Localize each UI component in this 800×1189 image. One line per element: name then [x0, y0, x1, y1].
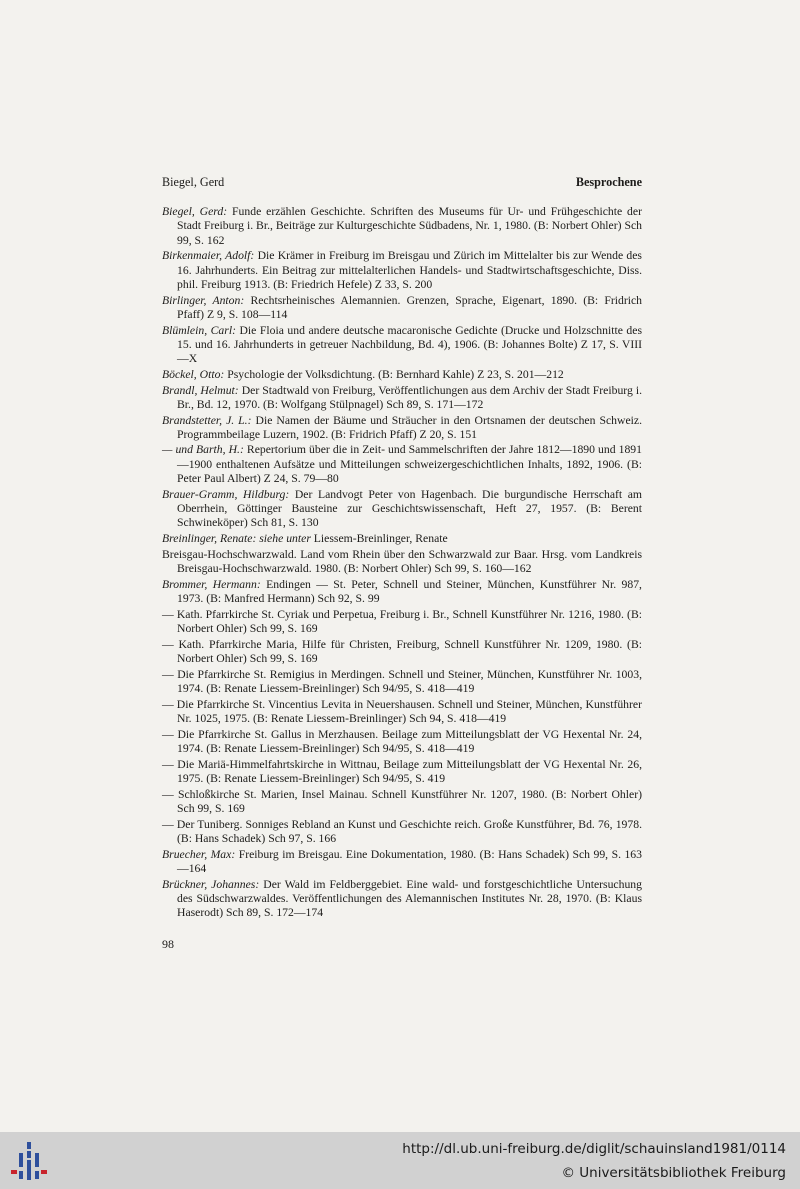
entry-text: — Kath. Pfarrkirche St. Cyriak und Perpetua, Freiburg i. Br., Schnell Kunstführer Nr. 1216, 1980. (B: Norbert Ohler) Sch 99, S. 169: [162, 607, 642, 635]
entry-author: Blümlein, Carl:: [162, 323, 236, 337]
entry-text: Rechtsrheinisches Alemannien. Grenzen, Sprache, Eigenart, 1890. (B: Fridrich Pfaff) Z 9, S. 108—114: [177, 293, 642, 321]
ub-freiburg-logo-icon: [10, 1140, 50, 1182]
bibliography-entry: [162, 384, 642, 413]
entry-text: Freiburg im Breisgau. Eine Dokumentation, 1980. (B: Hans Schadek) Sch 99, S. 163—164: [177, 847, 642, 875]
bibliography-entry: [162, 532, 642, 546]
bibliography-entry: [162, 878, 642, 921]
bibliography-entry: [162, 788, 642, 817]
entry-author: Birlinger, Anton:: [162, 293, 245, 307]
entry-text: — Die Pfarrkirche St. Gallus in Merzhausen. Beilage zum Mitteilungsblatt der VG Hexental Nr. 24, 1974. (B: Renate Liessem-Breinlinger) Sch 94/95, S. 418—419: [162, 727, 642, 755]
entry-text: Die Namen der Bäume und Sträucher in den Ortsnamen der deutschen Schweiz. Programmbeilage Luzern, 1902. (B: Fridrich Pfaff) Z 20, S. 151: [177, 413, 642, 441]
bibliography-entry: [162, 668, 642, 697]
entry-author: Biegel, Gerd:: [162, 205, 228, 218]
bibliography-entry: [162, 368, 642, 382]
source-url-link[interactable]: http://dl.ub.uni-freiburg.de/diglit/schauinsland1981/0114: [402, 1141, 786, 1157]
entry-author: Breinlinger, Renate: siehe unter: [162, 532, 311, 546]
bibliography-entry: [162, 488, 642, 531]
bibliography-entry: [162, 443, 642, 486]
entry-author: Brommer, Hermann:: [162, 577, 261, 591]
entry-author: Böckel, Otto:: [162, 367, 225, 381]
entry-text: — Die Pfarrkirche St. Vincentius Levita in Neuershausen. Schnell und Steiner, München, Kunstführer Nr. 1025, 1975. (B: Renate Liessem-Breinlinger) Sch 94, S. 418—419: [162, 697, 642, 725]
entry-text: — Die Mariä-Himmelfahrtskirche in Wittnau, Beilage zum Mitteilungsblatt der VG Hexental Nr. 26, 1975. (B: Renate Liessem-Breinlinger) Sch 94/95, S. 419: [162, 757, 642, 785]
entry-text: Funde erzählen Geschichte. Schriften des Museums für Ur- und Frühgeschichte der Stadt Freiburg i. Br., Beiträge zur Kulturgeschichte Südbadens, Nr. 1, 1980. (B: Norbert Ohler) Sch 99, S. 162: [177, 205, 642, 247]
entry-text: — Kath. Pfarrkirche Maria, Hilfe für Christen, Freiburg, Schnell Kunstführer Nr. 1209, 1980. (B: Norbert Ohler) Sch 99, S. 169: [162, 637, 642, 665]
page-number: 98: [162, 937, 174, 951]
entry-text: Endingen — St. Peter, Schnell und Steiner, München, Kunstführer Nr. 987, 1973. (B: Manfred Hermann) Sch 92, S. 99: [177, 577, 642, 606]
bibliography-entry: [162, 578, 642, 607]
entry-text: Der Wald im Feldberggebiet. Eine wald- und forstgeschichtliche Untersuchung des Südschwarzwaldes. Veröffentlichungen des Alemannischen Institutes Nr. 28, 1970. (B: Klaus Haserodt) Sch 89, S. 172—174: [177, 877, 642, 920]
running-head-right: Besprochene: [575, 175, 642, 189]
entry-author: Brandl, Helmut:: [162, 383, 239, 397]
bibliography-entry: [162, 324, 642, 367]
copyright-notice: © Universitätsbibliothek Freiburg: [561, 1165, 786, 1181]
entry-author: — und Barth, H.:: [162, 443, 244, 457]
bibliography-entry: [162, 294, 642, 323]
entry-author: Brandstetter, J. L.:: [162, 413, 252, 427]
bibliography-entry: [162, 548, 642, 577]
bibliography-entry: [162, 728, 642, 757]
bibliography-list: [162, 205, 642, 922]
entry-text: — Die Pfarrkirche St. Remigius in Merdingen. Schnell und Steiner, München, Kunstführer Nr. 1003, 1974. (B: Renate Liessem-Breinlinger) Sch 94/95, S. 418—419: [162, 667, 642, 695]
bibliography-entry: [162, 758, 642, 787]
bibliography-entry: [162, 848, 642, 877]
entry-text: Die Floia und andere deutsche macaronische Gedichte (Drucke und Holzschnitte des 15. und 16. Jahrhunderts in getreuer Nachbildung, Bd. 4), 1906. (B: Johannes Bolte) Z 17, S. VIII—X: [177, 323, 642, 366]
entry-text: Liessem-Breinlinger, Renate: [310, 532, 448, 546]
entry-text: Psychologie der Volksdichtung. (B: Bernhard Kahle) Z 23, S. 201—212: [224, 367, 564, 381]
viewer-footer: [0, 1132, 800, 1189]
bibliography-entry: [162, 414, 642, 443]
bibliography-entry: [162, 698, 642, 727]
running-head: [162, 175, 642, 191]
entry-text: — Der Tuniberg. Sonniges Rebland an Kunst und Geschichte reich. Große Kunstführer, Bd. 76, 1978. (B: Hans Schadek) Sch 97, S. 166: [162, 817, 642, 845]
bibliography-entry: [162, 205, 642, 248]
entry-author: Brauer-Gramm, Hildburg:: [162, 487, 290, 501]
entry-text: Die Krämer in Freiburg im Breisgau und Zürich im Mittelalter bis zur Wende des 16. Jahrhunderts. Ein Beitrag zur mittelalterlichen Handels- und Stadtwirtschaftsgeschichte, Diss. phil. Freiburg 1913. (B: Friedrich Hefele) Z 33, S. 200: [177, 249, 642, 291]
entry-text: Breisgau-Hochschwarzwald. Land vom Rhein über den Schwarzwald zur Baar. Hrsg. vom Landkreis Breisgau-Hochschwarzwald. 1980. (B: Norbert Ohler) Sch 99, S. 160—162: [162, 547, 642, 576]
entry-author: Bruecher, Max:: [162, 847, 236, 861]
entry-text: Repertorium über die in Zeit- und Sammelschriften der Jahre 1812—1890 und 1891—1900 enthaltenen Aufsätze und Mitteilungen schweizergeschichtlichen Inhalts, 1892, 1906. (B: Peter Paul Albert) Z 24, S. 79—80: [177, 443, 642, 486]
entry-text: Der Stadtwald von Freiburg, Veröffentlichungen aus dem Archiv der Stadt Freiburg i. Br., Bd. 12, 1970. (B: Wolfgang Stülpnagel) Sch 89, S. 171—172: [177, 383, 643, 411]
running-head-left: Biegel, Gerd: [162, 175, 225, 189]
entry-author: Brückner, Johannes:: [162, 877, 260, 891]
bibliography-entry: [162, 818, 642, 847]
bibliography-entry: [162, 608, 642, 637]
entry-text: Der Landvogt Peter von Hagenbach. Die burgundische Herrschaft am Oberrhein, Göttinger Bausteine zur Geschichtswissenschaft, Heft 27, 1957. (B: Berent Schwineköper) Sch 81, S. 130: [177, 487, 642, 530]
bibliography-entry: [162, 638, 642, 667]
entry-text: — Schloßkirche St. Marien, Insel Mainau. Schnell Kunstführer Nr. 1207, 1980. (B: Norbert Ohler) Sch 99, S. 169: [162, 787, 642, 815]
bibliography-entry: [162, 249, 642, 292]
entry-author: Birkenmaier, Adolf:: [162, 249, 255, 263]
